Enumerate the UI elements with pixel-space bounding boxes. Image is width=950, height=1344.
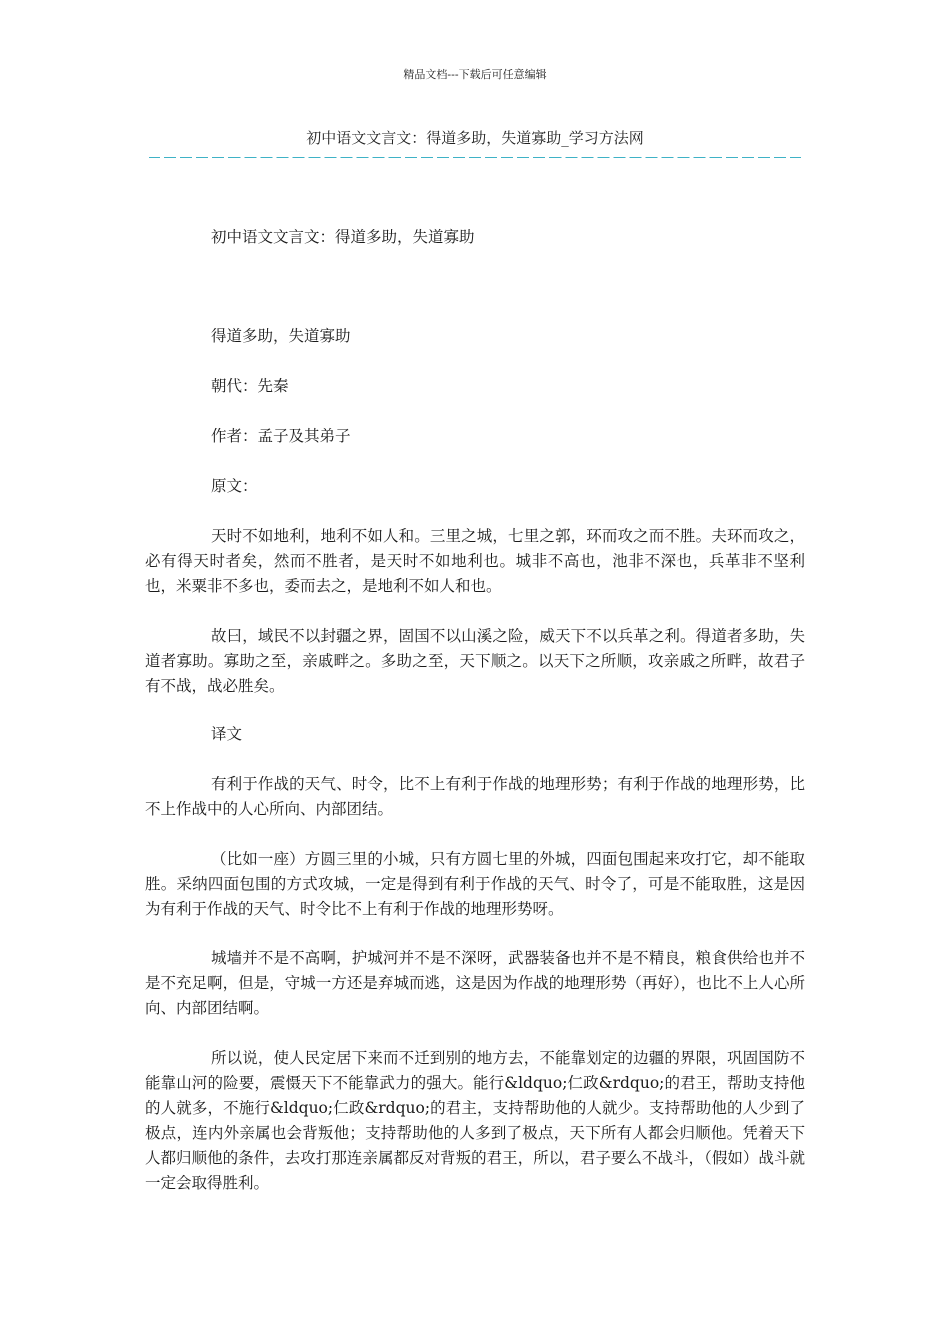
article-heading: 初中语文文言文：得道多助，失道寡助 [211, 228, 475, 246]
title-divider [149, 157, 801, 158]
translation-paragraph: （比如一座）方圆三里的小城，只有方圆七里的外城，四面包围起来攻打它，却不能取胜。采纳四面包围的方式攻城，一定是得到有利于作战的天气、时令了，可是不能取胜，这是因为有利于作战的天气、时令比不上有利于作战的地理形势呀。 [145, 850, 805, 918]
translation-paragraph: 城墙并不是不高啊，护城河并不是不深呀，武器装备也并不是不精良，粮食供给也并不是不充足啊，但是，守城一方还是弃城而逃，这是因为作战的地理形势（再好），也比不上人心所向、内部团结啊。 [145, 949, 805, 1017]
dynasty-line: 朝代：先秦 [211, 377, 289, 395]
poem-title: 得道多助，失道寡助 [211, 327, 351, 345]
author-line: 作者：孟子及其弟子 [211, 427, 351, 445]
translation-paragraph: 所以说，使人民定居下来而不迁到别的地方去，不能靠划定的边疆的界限，巩固国防不能靠山河的险要，震慑天下不能靠武力的强大。能行&ldquo;仁政&rdquo;的君王，帮助支持他的人就多，不施行&ldquo;仁政&rdquo;的君主，支持帮助他的人就少。支持帮助他的人少到了极点，连内外亲属也会背叛他；支持帮助他的人多到了极点，天下所有人都会归顺他。凭着天下人都归顺他的条件，去攻打那连亲属都反对背叛的君王，所以，君子要么不战斗，（假如）战斗就一定会取得胜利。 [145, 1049, 805, 1192]
page-header-note: 精品文档---下载后可任意编辑 [403, 68, 547, 81]
translation-paragraph: 有利于作战的天气、时令，比不上有利于作战的地理形势；有利于作战的地理形势，比不上作战中的人心所向、内部团结。 [145, 775, 805, 818]
original-paragraph: 天时不如地利，地利不如人和。三里之城，七里之郭，环而攻之而不胜。夫环而攻之，必有得天时者矣，然而不胜者，是天时不如地利也。城非不高也，池非不深也，兵革非不坚利也，米粟非不多也，委而去之，是地利不如人和也。 [145, 527, 805, 595]
document-title: 初中语文文言文：得道多助，失道寡助_学习方法网 [306, 129, 644, 147]
original-paragraph: 故曰，域民不以封疆之界，固国不以山溪之险，威天下不以兵革之利。得道者多助，失道者寡助。寡助之至，亲戚畔之。多助之至，天下顺之。以天下之所顺，攻亲戚之所畔，故君子有不战，战必胜矣。 [145, 627, 805, 695]
translation-label: 译文 [211, 725, 243, 743]
original-label: 原文： [211, 477, 258, 495]
